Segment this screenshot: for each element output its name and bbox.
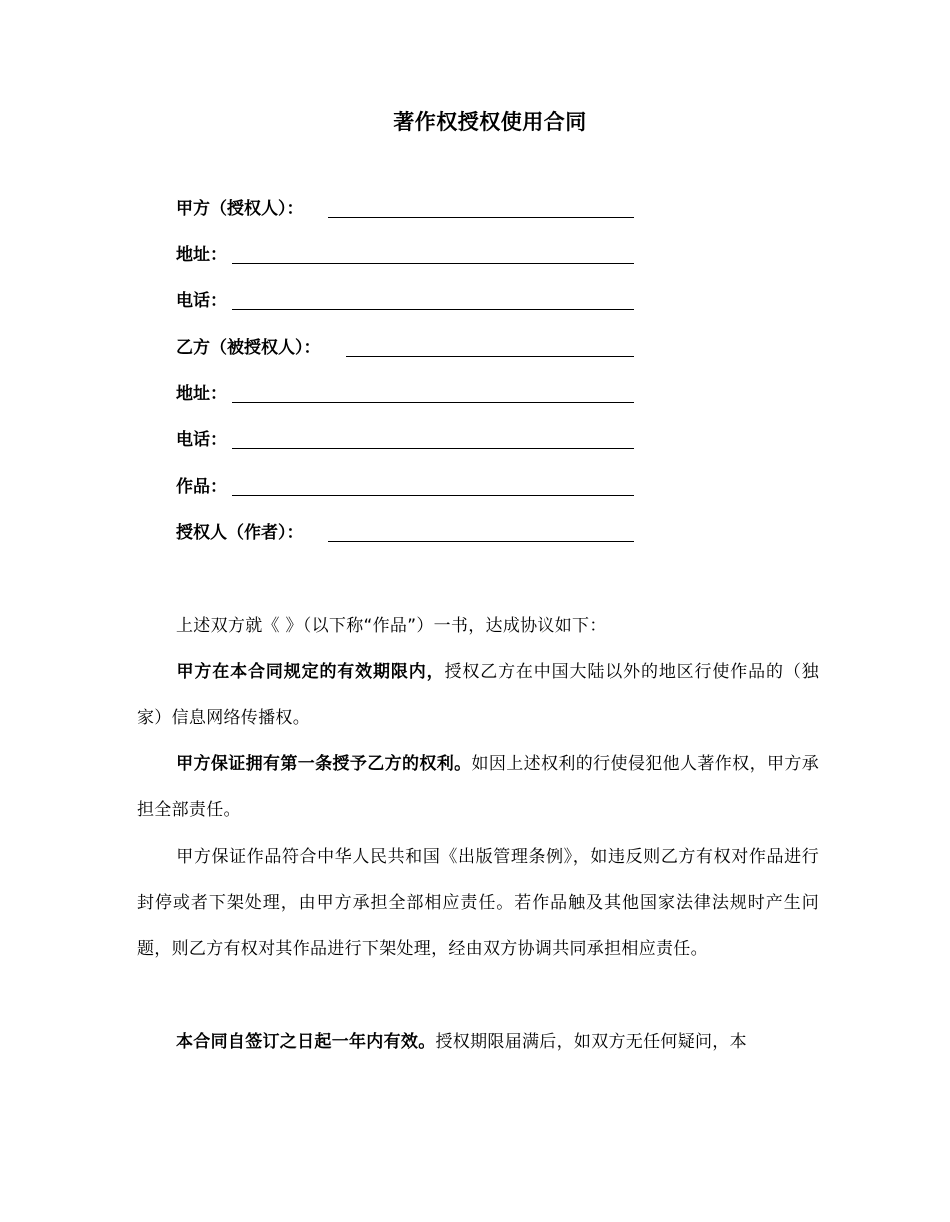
document-title: 著作权授权使用合同 [393, 110, 587, 134]
clause-paragraph [137, 834, 819, 972]
fill-in-line[interactable] [328, 541, 634, 542]
clause-bold-lead: 本合同自签订之日起一年内有效。 [176, 1032, 436, 1052]
field-party-a [176, 196, 304, 222]
clause-text: 授权期限届满后，如双方无任何疑问，本 [435, 1032, 747, 1052]
intro-paragraph [137, 603, 819, 649]
fill-in-line[interactable] [346, 356, 634, 357]
fill-in-line[interactable] [232, 495, 634, 496]
field-label: 电话： [176, 291, 227, 311]
field-label: 作品： [176, 477, 227, 497]
field-label: 授权人（作者）： [176, 523, 304, 543]
fill-in-line[interactable] [232, 448, 634, 449]
field-work [176, 474, 227, 500]
fill-in-line[interactable] [232, 309, 634, 310]
field-label: 电话： [176, 430, 227, 450]
field-author [176, 520, 304, 546]
field-label: 乙方（被授权人）： [176, 338, 321, 358]
field-label: 甲方（授权人）： [176, 199, 304, 219]
field-label: 地址： [176, 384, 227, 404]
intro-text: 上述双方就《 》（以下称“作品”）一书，达成协议如下： [176, 616, 607, 636]
fill-in-line[interactable] [328, 217, 634, 218]
clause-bold-lead: 甲方在本合同规定的有效期限内， [176, 662, 445, 682]
clause-text: 如因上述权利的行使侵犯他人著作权，甲方承担全部责任。 [137, 754, 819, 820]
clause-text: 甲方保证作品符合中华人民共和国《出版管理条例》，如违反则乙方有权对作品进行封停或者下架处理，由甲方承担全部相应责任。若作品触及其他国家法律法规时产生问题，则乙方有权对其作品进行下架处理，经由双方协调共同承担相应责任。 [137, 847, 819, 959]
clause-text: 授权乙方在中国大陆以外的地区行使作品的（独家）信息网络传播权。 [137, 662, 819, 728]
field-party-a-phone [176, 288, 227, 314]
field-party-a-address [176, 242, 227, 268]
clause-paragraph [137, 741, 819, 833]
field-party-b-address [176, 381, 227, 407]
clause-paragraph [137, 1019, 819, 1065]
fill-in-line[interactable] [232, 402, 634, 403]
field-party-b-phone [176, 427, 227, 453]
fill-in-line[interactable] [232, 263, 634, 264]
field-party-b [176, 335, 321, 361]
clause-bold-lead: 甲方保证拥有第一条授予乙方的权利。 [176, 754, 472, 774]
clause-paragraph [137, 649, 819, 741]
field-label: 地址： [176, 245, 227, 265]
